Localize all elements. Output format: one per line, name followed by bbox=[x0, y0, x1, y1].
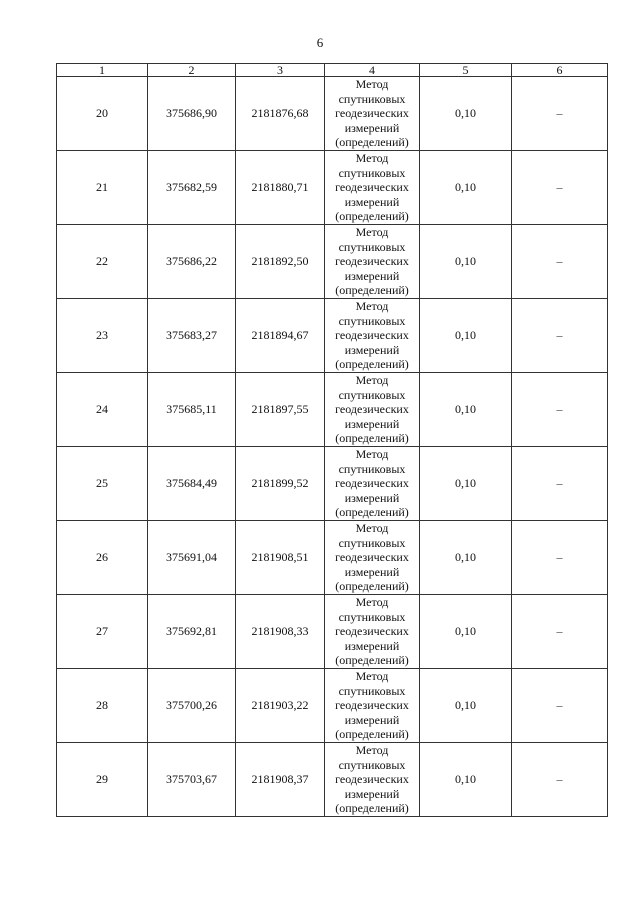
table-row bbox=[57, 447, 608, 521]
accuracy-text: 0,10 bbox=[455, 402, 476, 416]
table-row bbox=[57, 521, 608, 595]
y-coordinate-text: 2181880,71 bbox=[251, 180, 309, 194]
method-cell bbox=[325, 595, 420, 669]
table-row bbox=[57, 373, 608, 447]
method-cell bbox=[325, 299, 420, 373]
point-cell bbox=[57, 299, 148, 373]
method-text: Метод спутниковых геодезических измерений (определений) bbox=[335, 521, 409, 594]
y-coordinate-cell bbox=[236, 373, 325, 447]
method-text: Метод спутниковых геодезических измерений (определений) bbox=[335, 669, 409, 742]
note-cell bbox=[512, 669, 608, 743]
y-coordinate-cell bbox=[236, 669, 325, 743]
accuracy-cell bbox=[420, 743, 512, 817]
note-cell bbox=[512, 299, 608, 373]
y-coordinate-text: 2181876,68 bbox=[251, 106, 309, 120]
method-cell bbox=[325, 151, 420, 225]
accuracy-cell bbox=[420, 151, 512, 225]
accuracy-text: 0,10 bbox=[455, 328, 476, 342]
accuracy-text: 0,10 bbox=[455, 624, 476, 638]
note-cell bbox=[512, 595, 608, 669]
y-coordinate-cell bbox=[236, 521, 325, 595]
method-text: Метод спутниковых геодезических измерений (определений) bbox=[335, 373, 409, 446]
note-cell bbox=[512, 447, 608, 521]
method-cell bbox=[325, 225, 420, 299]
y-coordinate-text: 2181908,33 bbox=[251, 624, 309, 638]
method-text: Метод спутниковых геодезических измерений (определений) bbox=[335, 225, 409, 298]
table-row bbox=[57, 77, 608, 151]
y-coordinate-text: 2181903,22 bbox=[251, 698, 309, 712]
note-text: – bbox=[556, 772, 563, 786]
note-cell bbox=[512, 225, 608, 299]
y-coordinate-cell bbox=[236, 595, 325, 669]
y-coordinate-cell bbox=[236, 299, 325, 373]
x-coordinate-text: 375691,04 bbox=[166, 550, 217, 564]
accuracy-text: 0,10 bbox=[455, 180, 476, 194]
point-text: 26 bbox=[96, 550, 108, 564]
method-cell bbox=[325, 669, 420, 743]
note-cell bbox=[512, 521, 608, 595]
page-number: 6 bbox=[316, 35, 324, 50]
x-coordinate-text: 375684,49 bbox=[166, 476, 217, 490]
x-coordinate-cell bbox=[148, 521, 236, 595]
accuracy-text: 0,10 bbox=[455, 254, 476, 268]
y-coordinate-cell bbox=[236, 743, 325, 817]
method-text: Метод спутниковых геодезических измерений (определений) bbox=[335, 595, 409, 668]
x-coordinate-cell bbox=[148, 151, 236, 225]
accuracy-cell bbox=[420, 225, 512, 299]
accuracy-cell bbox=[420, 669, 512, 743]
accuracy-text: 0,10 bbox=[455, 106, 476, 120]
x-coordinate-cell bbox=[148, 669, 236, 743]
point-text: 21 bbox=[96, 180, 108, 194]
x-coordinate-cell bbox=[148, 447, 236, 521]
note-text: – bbox=[556, 550, 563, 564]
point-cell bbox=[57, 373, 148, 447]
y-coordinate-text: 2181899,52 bbox=[251, 476, 309, 490]
note-cell bbox=[512, 77, 608, 151]
point-text: 29 bbox=[96, 772, 108, 786]
column-header: 3 bbox=[236, 64, 325, 77]
point-cell bbox=[57, 521, 148, 595]
point-cell bbox=[57, 77, 148, 151]
column-header: 1 bbox=[57, 64, 148, 77]
method-text: Метод спутниковых геодезических измерений (определений) bbox=[335, 743, 409, 816]
x-coordinate-cell bbox=[148, 77, 236, 151]
accuracy-cell bbox=[420, 521, 512, 595]
method-text: Метод спутниковых геодезических измерений (определений) bbox=[335, 151, 409, 224]
coordinates-table bbox=[56, 63, 608, 817]
point-text: 20 bbox=[96, 106, 108, 120]
note-text: – bbox=[556, 476, 563, 490]
note-text: – bbox=[556, 254, 563, 268]
table-header-row bbox=[57, 64, 608, 77]
point-text: 23 bbox=[96, 328, 108, 342]
table-row bbox=[57, 669, 608, 743]
table-row bbox=[57, 299, 608, 373]
point-text: 28 bbox=[96, 698, 108, 712]
method-text: Метод спутниковых геодезических измерений (определений) bbox=[335, 299, 409, 372]
table-row bbox=[57, 743, 608, 817]
x-coordinate-cell bbox=[148, 743, 236, 817]
x-coordinate-cell bbox=[148, 225, 236, 299]
note-cell bbox=[512, 743, 608, 817]
method-cell bbox=[325, 521, 420, 595]
x-coordinate-text: 375686,90 bbox=[166, 106, 217, 120]
x-coordinate-text: 375683,27 bbox=[166, 328, 217, 342]
table-row bbox=[57, 151, 608, 225]
point-cell bbox=[57, 447, 148, 521]
column-header: 4 bbox=[325, 64, 420, 77]
accuracy-cell bbox=[420, 447, 512, 521]
point-text: 25 bbox=[96, 476, 108, 490]
column-header: 6 bbox=[512, 64, 608, 77]
x-coordinate-text: 375686,22 bbox=[166, 254, 217, 268]
note-text: – bbox=[556, 106, 563, 120]
y-coordinate-cell bbox=[236, 447, 325, 521]
y-coordinate-cell bbox=[236, 151, 325, 225]
note-text: – bbox=[556, 328, 563, 342]
x-coordinate-text: 375700,26 bbox=[166, 698, 217, 712]
y-coordinate-text: 2181908,37 bbox=[251, 772, 309, 786]
accuracy-cell bbox=[420, 77, 512, 151]
table-row bbox=[57, 595, 608, 669]
y-coordinate-cell bbox=[236, 225, 325, 299]
method-cell bbox=[325, 77, 420, 151]
note-text: – bbox=[556, 402, 563, 416]
method-cell bbox=[325, 743, 420, 817]
method-text: Метод спутниковых геодезических измерений (определений) bbox=[335, 447, 409, 520]
note-cell bbox=[512, 151, 608, 225]
point-cell bbox=[57, 669, 148, 743]
x-coordinate-text: 375685,11 bbox=[166, 402, 217, 416]
table-row bbox=[57, 225, 608, 299]
point-text: 27 bbox=[96, 624, 108, 638]
point-cell bbox=[57, 595, 148, 669]
note-text: – bbox=[556, 180, 563, 194]
column-header: 2 bbox=[148, 64, 236, 77]
accuracy-text: 0,10 bbox=[455, 772, 476, 786]
accuracy-cell bbox=[420, 299, 512, 373]
accuracy-cell bbox=[420, 373, 512, 447]
y-coordinate-text: 2181908,51 bbox=[251, 550, 309, 564]
y-coordinate-text: 2181892,50 bbox=[251, 254, 309, 268]
note-cell bbox=[512, 373, 608, 447]
x-coordinate-text: 375703,67 bbox=[166, 772, 217, 786]
point-text: 24 bbox=[96, 402, 108, 416]
method-cell bbox=[325, 373, 420, 447]
point-cell bbox=[57, 743, 148, 817]
x-coordinate-text: 375682,59 bbox=[166, 180, 217, 194]
accuracy-cell bbox=[420, 595, 512, 669]
y-coordinate-text: 2181897,55 bbox=[251, 402, 309, 416]
method-cell bbox=[325, 447, 420, 521]
x-coordinate-cell bbox=[148, 299, 236, 373]
column-header: 5 bbox=[420, 64, 512, 77]
y-coordinate-text: 2181894,67 bbox=[251, 328, 309, 342]
point-cell bbox=[57, 151, 148, 225]
x-coordinate-cell bbox=[148, 595, 236, 669]
note-text: – bbox=[556, 624, 563, 638]
point-cell bbox=[57, 225, 148, 299]
point-text: 22 bbox=[96, 254, 108, 268]
accuracy-text: 0,10 bbox=[455, 550, 476, 564]
y-coordinate-cell bbox=[236, 77, 325, 151]
accuracy-text: 0,10 bbox=[455, 698, 476, 712]
note-text: – bbox=[556, 698, 563, 712]
method-text: Метод спутниковых геодезических измерений (определений) bbox=[335, 77, 409, 150]
x-coordinate-cell bbox=[148, 373, 236, 447]
x-coordinate-text: 375692,81 bbox=[166, 624, 217, 638]
accuracy-text: 0,10 bbox=[455, 476, 476, 490]
